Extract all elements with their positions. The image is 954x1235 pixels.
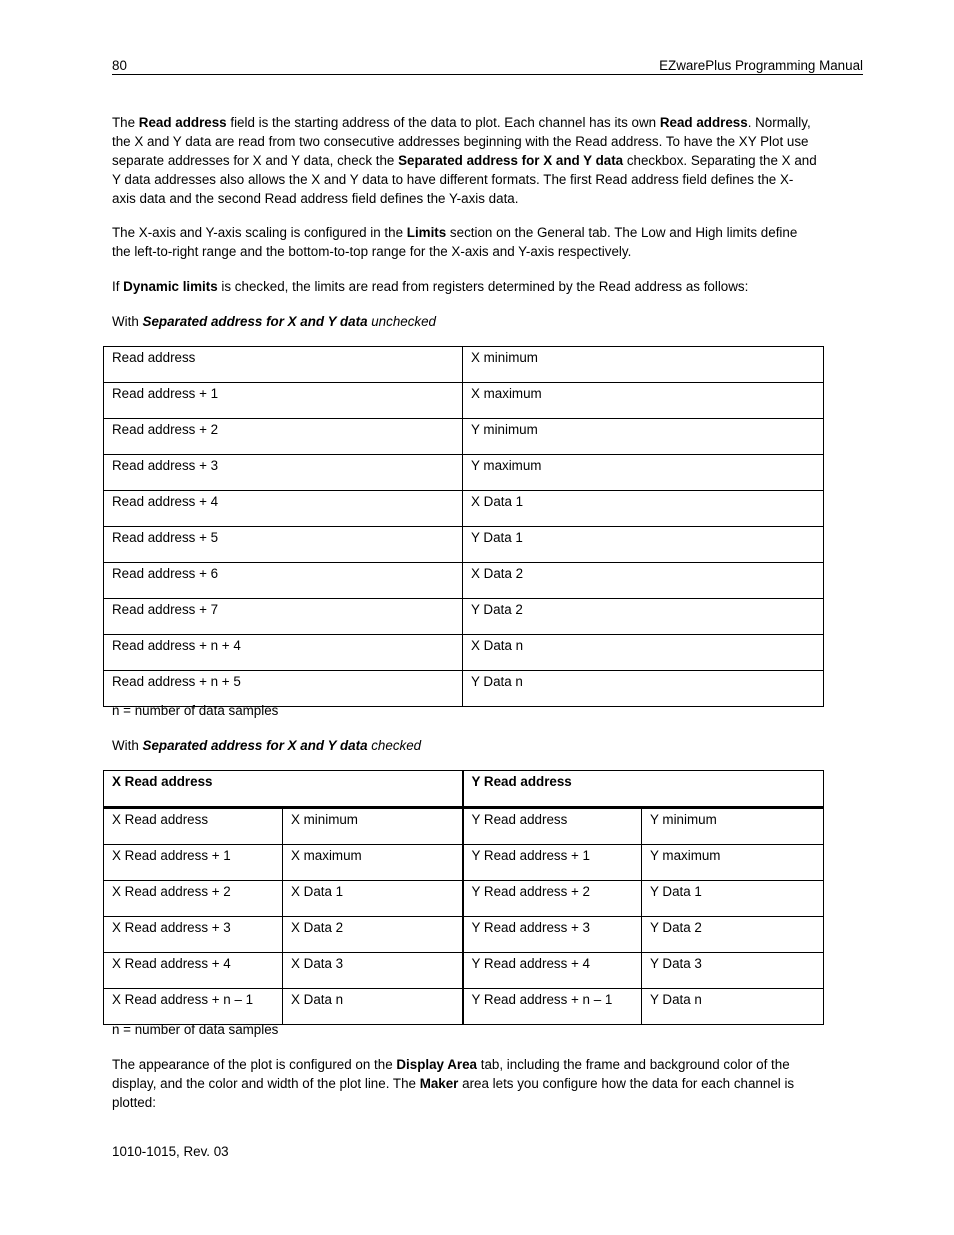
table-cell: Read address xyxy=(104,347,463,383)
page-number: 80 xyxy=(112,58,127,73)
manual-title: EZwarePlus Programming Manual xyxy=(659,58,863,73)
table-unchecked xyxy=(103,346,824,707)
table-header-row xyxy=(104,771,824,808)
table-cell: Y maximum xyxy=(642,845,824,881)
table-row xyxy=(104,347,824,383)
table-cell: Y Read address xyxy=(463,808,642,845)
table-cell: Y Read address + n – 1 xyxy=(463,989,642,1025)
page-header xyxy=(112,58,863,75)
table-cell: Read address + 2 xyxy=(104,419,463,455)
table-cell: X maximum xyxy=(463,383,824,419)
note-samples: n = number of data samples xyxy=(112,703,279,718)
table-cell: X Read address + 2 xyxy=(104,881,283,917)
table-row xyxy=(104,527,824,563)
table-cell: X Read address xyxy=(104,808,283,845)
note-samples-2: n = number of data samples xyxy=(112,1022,279,1037)
table-cell: Y minimum xyxy=(642,808,824,845)
table-cell: X Data 2 xyxy=(283,917,463,953)
table-cell: Read address + n + 5 xyxy=(104,671,463,707)
caption-checked: With Separated address for X and Y data checked xyxy=(112,738,422,753)
table-cell: Read address + 1 xyxy=(104,383,463,419)
table-cell: Read address + n + 4 xyxy=(104,635,463,671)
page-footer: 1010-1015, Rev. 03 xyxy=(112,1144,229,1159)
table-cell: Read address + 5 xyxy=(104,527,463,563)
table-cell: X Read address + 1 xyxy=(104,845,283,881)
table-row xyxy=(104,917,824,953)
table-cell: Read address + 6 xyxy=(104,563,463,599)
table-cell: X Data n xyxy=(463,635,824,671)
table-cell: Read address + 3 xyxy=(104,455,463,491)
table-row xyxy=(104,881,824,917)
caption-unchecked: With Separated address for X and Y data unchecked xyxy=(112,314,437,329)
table-cell: X Data 1 xyxy=(463,491,824,527)
table-cell: Y Read address + 2 xyxy=(463,881,642,917)
table-row xyxy=(104,599,824,635)
column-header-x: X Read address xyxy=(104,771,463,808)
table-cell: X Data 2 xyxy=(463,563,824,599)
table-cell: Y minimum xyxy=(463,419,824,455)
table-cell: Y Read address + 1 xyxy=(463,845,642,881)
table-row xyxy=(104,953,824,989)
paragraph-dynamic-limits: If Dynamic limits is checked, the limits are read from registers determined by the Read address as follows: xyxy=(112,279,749,294)
table-row xyxy=(104,635,824,671)
table-cell: X Read address + 3 xyxy=(104,917,283,953)
table-cell: Y Data n xyxy=(642,989,824,1025)
table-cell: X minimum xyxy=(283,808,463,845)
table-row xyxy=(104,808,824,845)
table-row xyxy=(104,383,824,419)
table-row xyxy=(104,455,824,491)
table-cell: Y Data 3 xyxy=(642,953,824,989)
table-cell: Y Data 1 xyxy=(642,881,824,917)
table-cell: X Read address + 4 xyxy=(104,953,283,989)
table-row xyxy=(104,563,824,599)
table-cell: X Data 3 xyxy=(283,953,463,989)
table-cell: X minimum xyxy=(463,347,824,383)
table-cell: Y Data 2 xyxy=(463,599,824,635)
table-cell: Read address + 4 xyxy=(104,491,463,527)
column-header-y: Y Read address xyxy=(463,771,824,808)
table-cell: Y Read address + 3 xyxy=(463,917,642,953)
table-cell: X Data 1 xyxy=(283,881,463,917)
table-cell: X maximum xyxy=(283,845,463,881)
table-cell: Y Read address + 4 xyxy=(463,953,642,989)
table-cell: X Data n xyxy=(283,989,463,1025)
table-cell: Y Data n xyxy=(463,671,824,707)
table-row xyxy=(104,491,824,527)
table-cell: X Read address + n – 1 xyxy=(104,989,283,1025)
table-cell: Y Data 2 xyxy=(642,917,824,953)
paragraph-display-area: The appearance of the plot is configured on the Display Area tab, including the frame and background color of the display, and the color and width of the plot line. The Maker area lets you configure how the data for each channel is plotted: xyxy=(112,1057,795,1110)
paragraph-limits: The X-axis and Y-axis scaling is configured in the Limits section on the General tab. The Low and High limits define the left-to-right range and the bottom-to-top range for the X-axis and Y-axis respectively. xyxy=(112,225,798,259)
table-cell: Y maximum xyxy=(463,455,824,491)
table-cell: Y Data 1 xyxy=(463,527,824,563)
table-checked xyxy=(103,770,824,1025)
table-row xyxy=(104,845,824,881)
table-cell: Read address + 7 xyxy=(104,599,463,635)
table-row xyxy=(104,419,824,455)
paragraph-read-address: The Read address field is the starting address of the data to plot. Each channel has its own Read address. Normally, the X and Y data are read from two consecutive addresses beginning with the Read address. To have the XY Plot use separate addresses for X and Y data, check the Separated address for X and Y data checkbox. Separating the X and Y data addresses also allows the X and Y data to have different formats. The first Read address field defines the X-axis data and the second Read address field defines the Y-axis data. xyxy=(112,115,817,206)
